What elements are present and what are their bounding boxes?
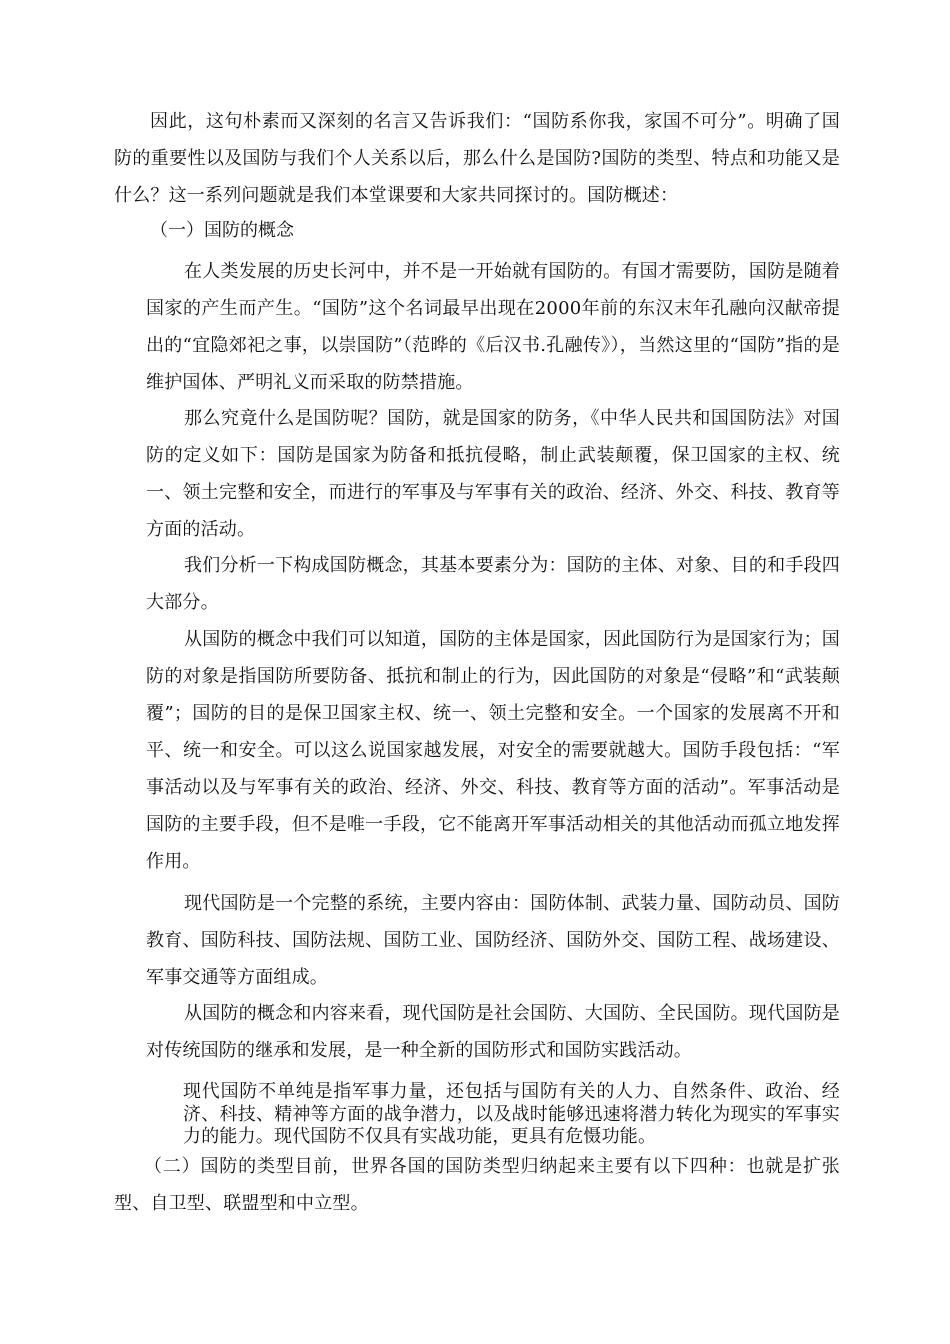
potential-paragraph: 现代国防不单纯是指军事力量，还包括与国防有关的人力、自然条件、政治、经济、科技、精神等方面的战争潜力，以及战时能够迅速将潜力转化为现实的军事实力的能力。现代国防不仅具有实战功能，更具有危慑功能。 bbox=[183, 1081, 840, 1147]
history-paragraph: 在人类发展的历史长河中，并不是一开始就有国防的。有国才需要防，国防是随着国家的产生而产生。“国防”这个名词最早出现在2000年前的东汉末年孔融向汉献帝提出的“宜隐郊祀之事，以崇国防”（范晔的《后汉书.孔融传》），当然这里的“国防”指的是维护国体、严明礼义而采取的防禁措施。 bbox=[146, 261, 840, 393]
section-heading-concept: （一）国防的概念 bbox=[150, 220, 294, 241]
modern-defense-paragraph: 从国防的概念和内容来看，现代国防是社会国防、大国防、全民国防。现代国防是对传统国防的继承和发展，是一种全新的国防形式和国防实践活动。 bbox=[146, 1003, 840, 1061]
elements-paragraph: 我们分析一下构成国防概念，其基本要素分为：国防的主体、对象、目的和手段四大部分。 bbox=[146, 555, 840, 613]
types-paragraph: （二）国防的类型目前，世界各国的国防类型归纳起来主要有以下四种：也就是扩张型、自卫型、联盟型和中立型。 bbox=[114, 1156, 840, 1214]
definition-paragraph: 那么究竟什么是国防呢？国防，就是国家的防务，《中华人民共和国国防法》对国防的定义如下：国防是国家为防备和抵抗侵略，制止武装颠覆，保卫国家的主权、统一、领土完整和安全，而进行的军事及与军事有关的政治、经济、外交、科技、教育等方面的活动。 bbox=[146, 408, 840, 540]
system-paragraph: 现代国防是一个完整的系统，主要内容由：国防体制、武装力量、国防动员、国防教育、国防科技、国防法规、国防工业、国防经济、国防外交、国防工程、战场建设、军事交通等方面组成。 bbox=[146, 893, 840, 988]
intro-paragraph: 因此，这句朴素而又深刻的名言又告诉我们：“国防系你我，家国不可分”。明确了国防的重要性以及国防与我们个人关系以后，那么什么是国防?国防的类型、特点和功能又是什么？这一系列问题就是我们本堂课要和大家共同探讨的。国防概述： bbox=[114, 111, 840, 206]
subject-object-paragraph: 从国防的概念中我们可以知道，国防的主体是国家，因此国防行为是国家行为；国防的对象是指国防所要防备、抵抗和制止的行为，因此国防的对象是“侵略”和“武装颠覆”；国防的目的是保卫国家主权、统一、领土完整和安全。一个国家的发展离不开和平、统一和安全。可以这么说国家越发展，对安全的需要就越大。国防手段包括：“军事活动以及与军事有关的政治、经济、外交、科技、教育等方面的活动”。军事活动是国防的主要手段，但不是唯一手段，它不能离开军事活动相关的其他活动而孤立地发挥作用。 bbox=[146, 629, 840, 872]
